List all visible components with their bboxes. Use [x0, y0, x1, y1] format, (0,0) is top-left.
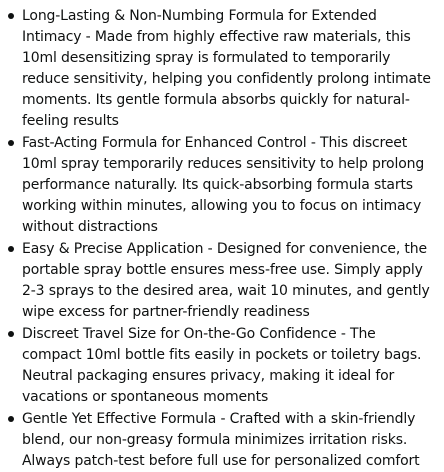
bullet-dot-icon — [8, 13, 14, 19]
bullet-dot-icon — [8, 416, 14, 422]
list-item — [6, 239, 438, 323]
bullet-dot-icon — [8, 140, 14, 146]
bullet-dot-icon — [8, 246, 14, 252]
feature-text: Discreet Travel Size for On-the-Go Confidence - The compact 10ml bottle fits easily in pockets or toiletry bags. Neutral packaging ensures privacy, making it ideal for vacations or spontaneous moments — [22, 326, 422, 405]
feature-text: Easy & Precise Application - Designed for convenience, the portable spray bottle ensures mess-free use. Simply apply 2-3 sprays to the desired area, wait 10 minutes, and gently wipe excess for partner-friendly readiness — [22, 241, 430, 320]
list-item — [6, 324, 438, 408]
list-item — [6, 6, 438, 132]
list-item — [6, 409, 438, 472]
list-item — [6, 133, 438, 238]
feature-text: Gentle Yet Effective Formula - Crafted with a skin-friendly blend, our non-greasy formula minimizes irritation risks. Always patch-test before full use for personalized comfort — [22, 411, 420, 469]
bullet-dot-icon — [8, 331, 14, 337]
feature-text: Fast-Acting Formula for Enhanced Control - This discreet 10ml spray temporarily reduces sensitivity to help prolong performance naturally. Its quick-absorbing formula starts working within minutes, allowing you to focus on intimacy without distractions — [22, 135, 425, 235]
feature-text: Long-Lasting & Non-Numbing Formula for Extended Intimacy - Made from highly effective raw materials, this 10ml desensitizing spray is formulated to temporarily reduce sensitivity, helping you confidently prolong intimate moments. Its gentle formula absorbs quickly for natural-feeling results — [22, 8, 431, 129]
